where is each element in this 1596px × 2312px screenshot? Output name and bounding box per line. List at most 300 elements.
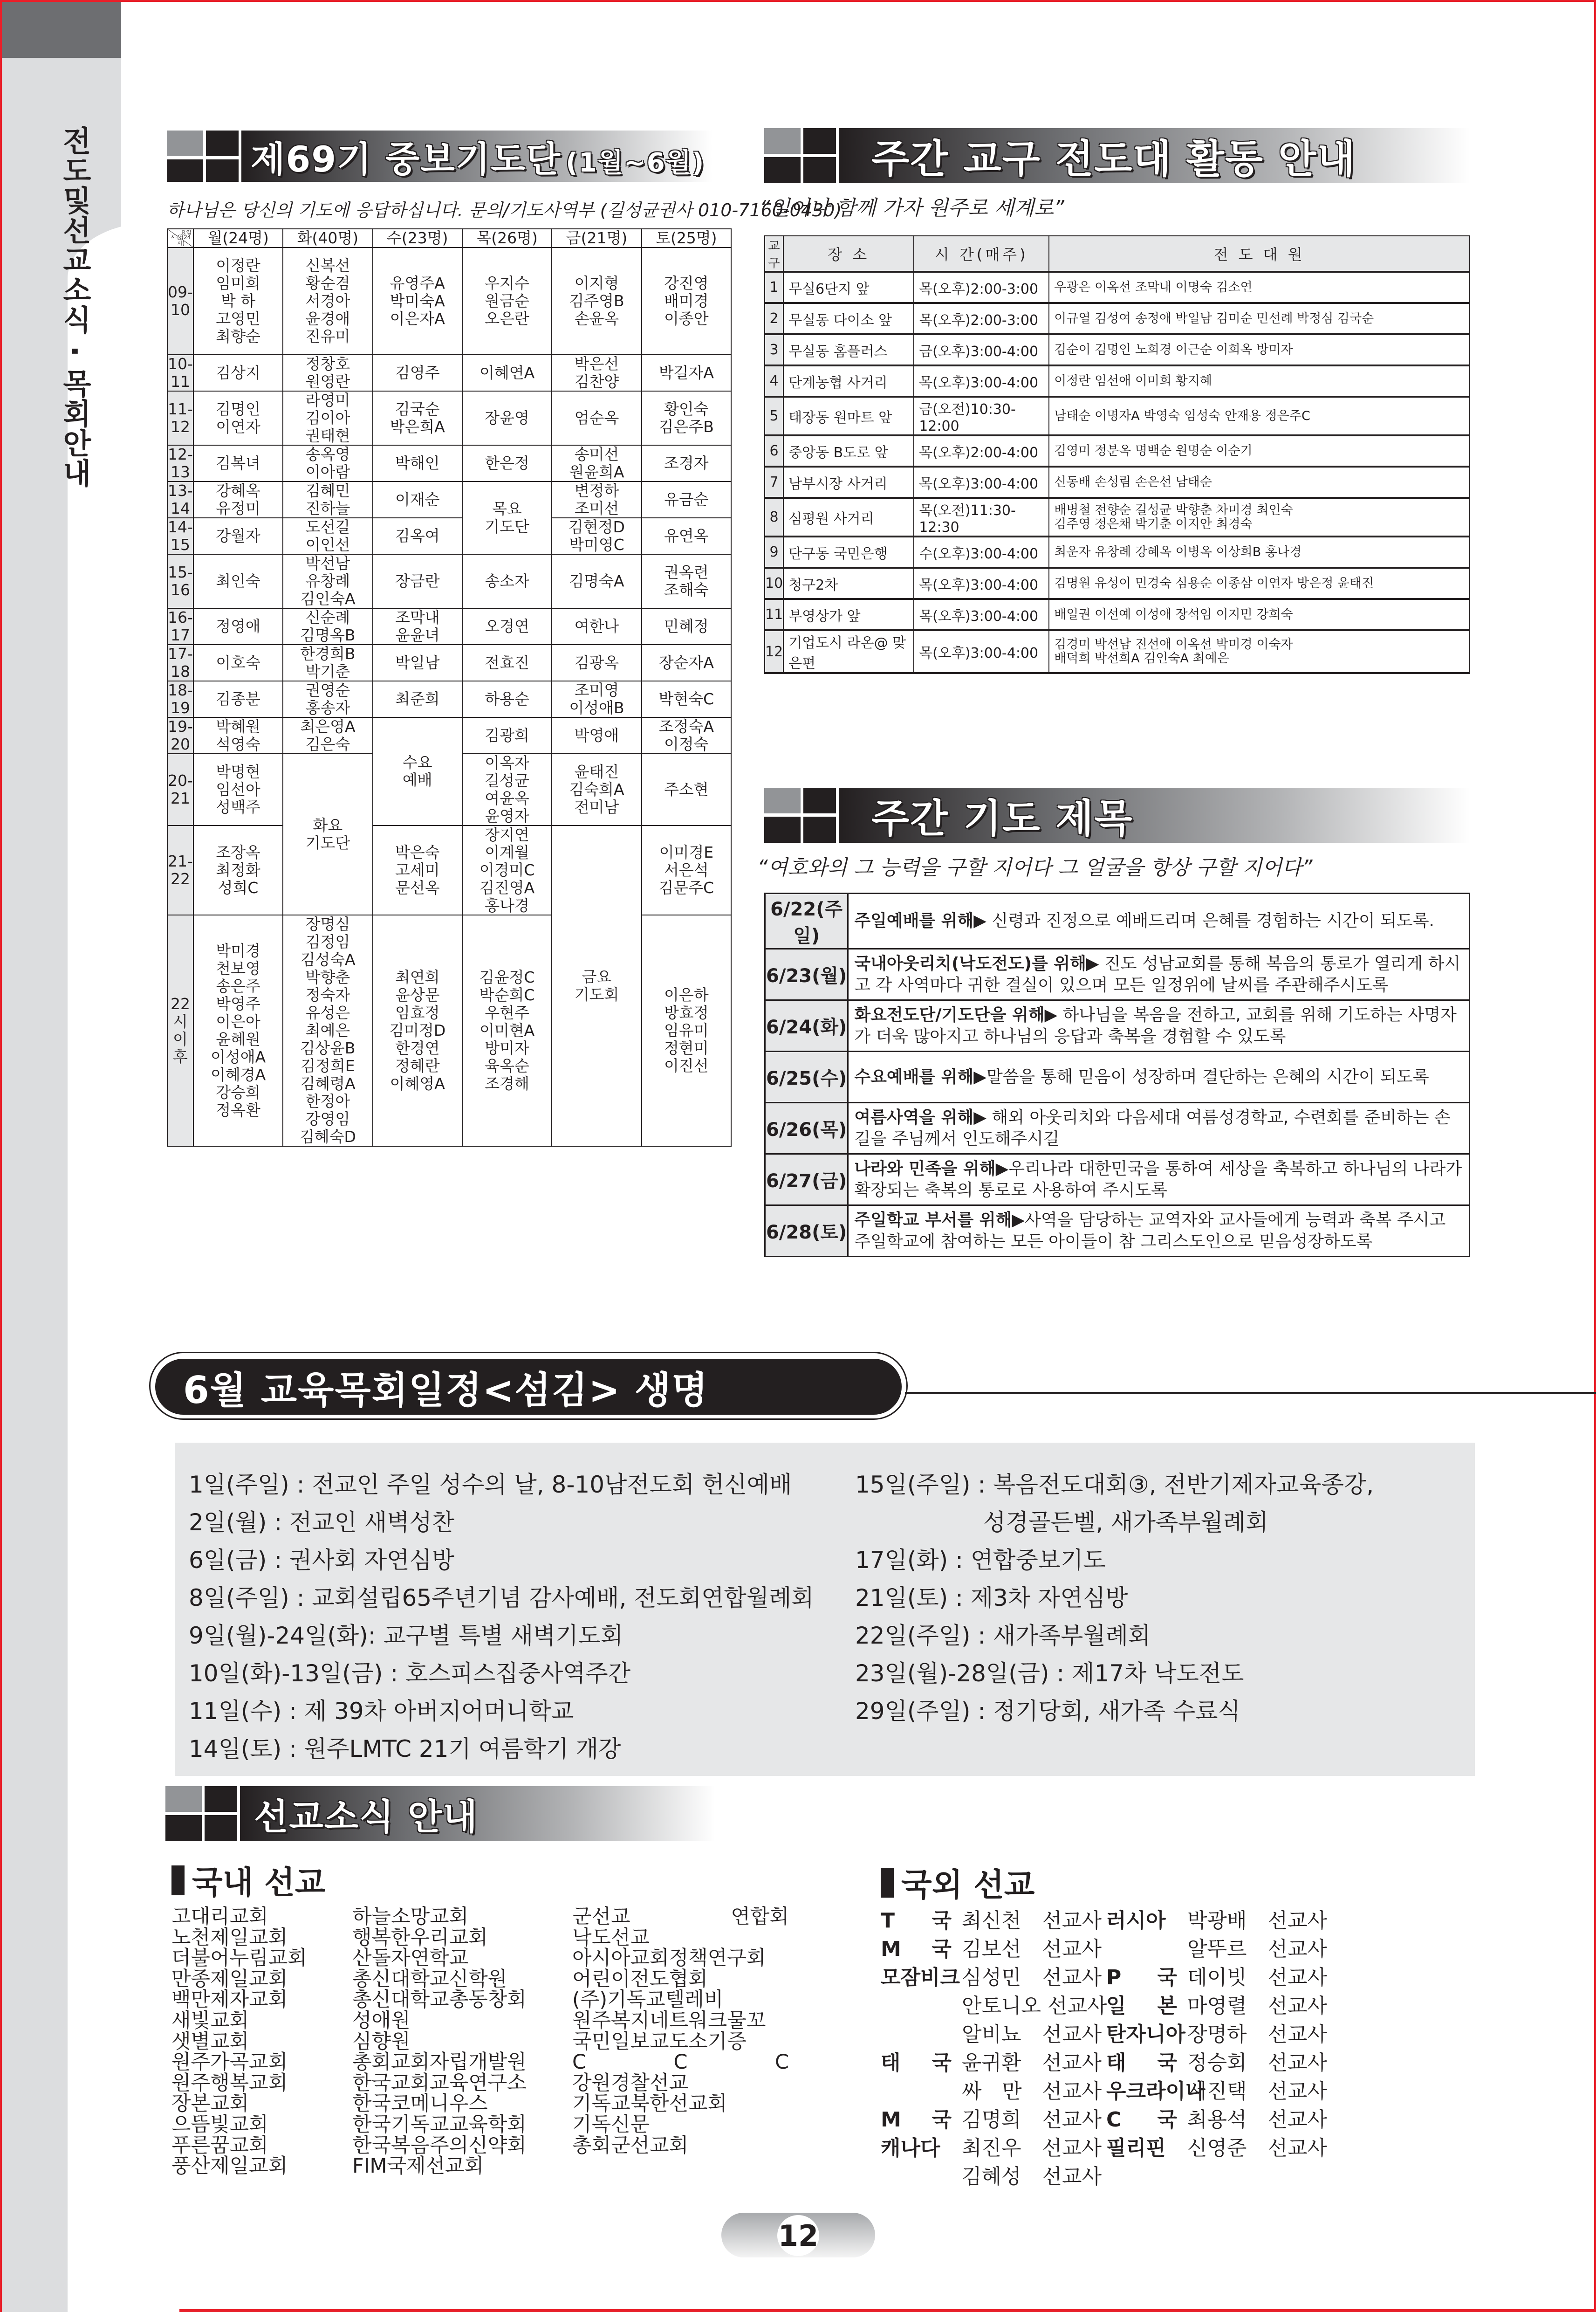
missionary: 최신천 선교사 (962, 1909, 1102, 1933)
member-name: 권영순 (305, 681, 350, 699)
domestic-mission-item: 샛별교회 (171, 2030, 249, 2053)
schedule-item: 22일(주일) : 새가족부월례회 (855, 1622, 1151, 1649)
prayer-cell (283, 645, 372, 681)
member-name: 박향춘 (305, 968, 350, 986)
member-name: 김은숙 (305, 735, 350, 753)
member-name: 장명심 (305, 915, 350, 933)
prayer-cell (193, 518, 283, 554)
member-name: 주소현 (664, 780, 709, 798)
time: 목(오전)11:30-12:30 (914, 498, 1049, 537)
member-name: 김광희 (485, 726, 529, 744)
member-name: 도선길 (305, 518, 350, 536)
section-blocks-icon (165, 1786, 240, 1841)
member-name: 김상윤B (300, 1039, 356, 1057)
member-name: 이혜경A (210, 1066, 266, 1084)
member-name: 강진영 (664, 274, 709, 292)
member-name: 이경미C (479, 861, 535, 879)
prayer-cell (552, 518, 641, 554)
members (1049, 397, 1470, 435)
prayer-topic-heading: 화요전도단/기도단을 위해▶ (854, 1005, 1058, 1025)
prayer-cell (373, 248, 462, 355)
member-name: 박일남 (395, 654, 440, 672)
member-name: 강월자 (216, 527, 260, 545)
member-name: 고영민 (216, 310, 260, 328)
member-name: 임유미 (664, 1021, 709, 1039)
member-name: 유창례 (305, 572, 350, 590)
prayer-cell (552, 355, 641, 391)
prayer-cell (193, 754, 283, 826)
country: 일 본 (1106, 1994, 1177, 2018)
prayer-topic (848, 1052, 1470, 1103)
member-name: 김정희E (301, 1057, 355, 1075)
education-right-column (855, 1466, 1374, 1730)
table-row (167, 248, 731, 355)
table-row (765, 365, 1470, 397)
member-name: 금요 (582, 968, 612, 986)
prayer-topic-heading: 여름사역을 위해▶ (854, 1108, 986, 1127)
table-row (765, 498, 1470, 537)
member-name: 조막내 (395, 608, 440, 626)
district-number: 7 (765, 467, 783, 498)
day-header: 수(23명) (373, 229, 462, 248)
member-name: 윤태진 (574, 763, 619, 781)
member-name: 조미선 (574, 499, 619, 517)
member-name: 임미희 (216, 274, 260, 292)
district-number: 8 (765, 498, 783, 537)
section-blocks-icon (764, 788, 839, 843)
prayer-topic-body: 말씀을 통해 믿음이 성장하며 결단하는 은혜의 시간이 되도록 (986, 1067, 1429, 1087)
members (1049, 537, 1470, 568)
members-line: 우광은 이옥선 조막내 이명숙 김소연 (1054, 280, 1253, 295)
members (1049, 272, 1470, 303)
evangelism-header (764, 128, 1470, 183)
member-name: 우지수 (485, 274, 529, 292)
member-name: 전미남 (574, 798, 619, 816)
time-slot: 10-11 (168, 355, 193, 391)
prayer-cell (642, 445, 731, 482)
member-name: 김영주 (395, 364, 440, 382)
domestic-mission-item: 노천제일교회 (171, 1926, 288, 1949)
domestic-mission-item: 행복한우리교회 (352, 1926, 488, 1949)
member-name: 최준희 (395, 690, 440, 708)
member-name: 이정숙 (664, 735, 709, 753)
member-name: 엄순옥 (574, 409, 619, 427)
place: 무실동 홈플러스 (783, 334, 914, 365)
page-border-top (0, 0, 1596, 2)
missionary: 서진택 선교사 (1187, 2079, 1327, 2103)
prayer-cell (462, 248, 552, 355)
table-row (765, 630, 1470, 673)
members-line: 최운자 유창례 강혜옥 이병옥 이상희B 홍나경 (1054, 544, 1302, 559)
time: 목(오후)3:00-4:00 (914, 467, 1049, 498)
schedule-item: 10일(화)-13일(금) : 호스피스집중사역주간 (189, 1660, 631, 1687)
education-title: 6월 교육목회일정<섬김> 생명 (183, 1368, 709, 1412)
prayer-cell (642, 518, 731, 554)
time: 금(오후)3:00-4:00 (914, 334, 1049, 365)
member-name: 원영란 (305, 372, 350, 391)
prayer-cell (193, 826, 283, 915)
prayer-date: 6/23(월) (765, 949, 848, 1000)
page-number-badge (721, 2213, 875, 2257)
time: 목(오후)3:00-4:00 (914, 568, 1049, 599)
prayer-cell (373, 554, 462, 608)
member-name: 강승희 (216, 1083, 260, 1101)
missions-header (165, 1786, 715, 1841)
col-header-time: 시 간(매주) (914, 236, 1049, 272)
table-row (765, 435, 1470, 467)
member-name: 민혜정 (664, 617, 709, 635)
missionary: 알비뇨 선교사 (962, 2023, 1102, 2046)
country (881, 2077, 952, 2106)
missionary: 신영준 선교사 (1187, 2136, 1327, 2160)
member-name: 한정아 (305, 1092, 350, 1110)
day-header: 월(24명) (193, 229, 283, 248)
table-row (765, 537, 1470, 568)
prayer-cell (193, 391, 283, 445)
prayer-cell (373, 681, 462, 717)
prayer-cell (193, 482, 283, 518)
member-name: 기도단 (305, 834, 350, 852)
prayer-topic (848, 1000, 1470, 1052)
member-name: 조미영 (574, 681, 619, 699)
prayer-cell (373, 518, 462, 554)
prayer-cell (283, 391, 372, 445)
member-name: 이혜연A (479, 364, 535, 382)
member-name: 이재순 (395, 490, 440, 509)
district-number: 2 (765, 303, 783, 334)
missionary (1187, 2162, 1327, 2191)
district-number: 9 (765, 537, 783, 568)
place: 청구2차 (783, 568, 914, 599)
domestic-mission-item: 한국기독교교육학회 (352, 2112, 527, 2136)
prayer-cell (373, 826, 462, 915)
member-name: 조장옥 (216, 843, 260, 861)
prayer-topic-row (765, 894, 1470, 949)
country: P 국 (1106, 1966, 1177, 1989)
country (881, 1992, 952, 2020)
member-name: 여한나 (574, 617, 619, 635)
member-name: 성백주 (216, 798, 260, 816)
member-name: 이종안 (664, 310, 709, 328)
member-name: 이혜영A (390, 1074, 445, 1093)
schedule-item: 29일(주일) : 정기당회, 새가족 수료식 (855, 1698, 1240, 1725)
prayer-cell (283, 717, 372, 754)
place: 태장동 원마트 앞 (783, 397, 914, 435)
member-name: 황인숙 (664, 400, 709, 418)
prayer-cell (462, 445, 552, 482)
domestic-mission-item: 만종제일교회 (171, 1967, 288, 1991)
member-name: 박혜원 (216, 717, 260, 736)
country: 캐나다 (881, 2136, 940, 2160)
missionary: 싸 만 선교사 (962, 2079, 1102, 2103)
member-name: 유영주A (390, 274, 445, 292)
prayer-cell (462, 826, 552, 915)
member-name: 윤상문 (395, 986, 440, 1004)
weekly-prayer-subtitle: “여호와의 그 능력을 구할 지어다 그 얼굴을 항상 구할 지어다” (757, 856, 1313, 880)
prayer-cell (552, 554, 641, 608)
members-line: 김순이 김명인 노희경 이근순 이희옥 방미자 (1054, 342, 1293, 357)
place: 심평원 사거리 (783, 498, 914, 537)
prayer-cell (552, 391, 641, 445)
member-name: 유연옥 (664, 527, 709, 545)
member-name: 홍송자 (305, 699, 350, 717)
prayer-cell (462, 391, 552, 445)
missionary: 박광배 선교사 (1187, 1909, 1327, 1933)
missions-title: 선교소식 안내 (254, 1796, 478, 1837)
member-name: 한은정 (485, 454, 529, 472)
missionary: 윤귀환 선교사 (962, 2051, 1102, 2075)
table-corner: 요일 시간(24시) (167, 229, 193, 248)
members (1049, 599, 1470, 630)
col-header-place: 장 소 (783, 236, 914, 272)
member-name: 박명현 (216, 763, 260, 781)
member-name: 육옥순 (485, 1057, 529, 1075)
member-name: 박순희C (479, 986, 535, 1004)
side-tab-dark-block (2, 2, 121, 58)
member-name: 이은하 (664, 986, 709, 1004)
member-name: 장윤영 (485, 409, 529, 427)
member-name: 이성애A (210, 1048, 266, 1066)
members (1049, 435, 1470, 467)
member-name: 김현정D (568, 518, 625, 536)
district-number: 11 (765, 599, 783, 630)
prayer-topic-body: 신령과 진정으로 예배드리며 은혜를 경험하는 시간이 되도록. (986, 911, 1434, 930)
member-name: 천보영 (216, 959, 260, 977)
member-name: 김문주C (658, 879, 714, 897)
time-slot: 11-12 (167, 391, 193, 445)
schedule-item: 성경골든벨, 새가족부월례회 (983, 1509, 1268, 1536)
country (881, 2162, 952, 2191)
member-name: 이성애B (569, 699, 624, 717)
prayer-cell (552, 826, 641, 1146)
prayer-cell (373, 608, 462, 645)
place: 남부시장 사거리 (783, 467, 914, 498)
member-name: 장지연 (485, 826, 529, 844)
members-line: 배일권 이선예 이성애 장석임 이지민 강희숙 (1054, 607, 1293, 622)
member-name: 김광옥 (574, 654, 619, 672)
prayer-cell (283, 445, 372, 482)
country: M 국 (881, 2108, 952, 2132)
member-name: 오은란 (485, 310, 529, 328)
place: 부영상가 앞 (783, 599, 914, 630)
members-line: 김경미 박선남 진선애 이옥선 박미경 이숙자 (1054, 637, 1293, 652)
domestic-mission-item: 장본교회 (171, 2092, 249, 2116)
prayer-cell (642, 554, 731, 608)
education-title-pill (149, 1352, 908, 1420)
domestic-mission-item: 군선교 연합회 (572, 1905, 789, 1928)
prayer-cell (642, 645, 731, 681)
place: 중앙동 B도로 앞 (783, 435, 914, 467)
member-name: 송옥영 (305, 445, 350, 463)
table-row (765, 397, 1470, 435)
member-name: 라영미 (305, 391, 350, 409)
member-name: 조정숙A (658, 717, 714, 736)
square-bullet-icon (171, 1865, 185, 1895)
member-name: 유정미 (216, 499, 260, 517)
prayer-cell (642, 717, 731, 754)
domestic-mission-item: 고대리교회 (171, 1905, 268, 1928)
domestic-mission-item: 총회교회자립개발원 (352, 2051, 527, 2074)
member-name: 김혜령A (300, 1074, 356, 1093)
time: 목(오후)3:00-4:00 (914, 630, 1049, 673)
time: 수(오후)3:00-4:00 (914, 537, 1049, 568)
prayer-cell (642, 391, 731, 445)
member-name: 임효정 (395, 1004, 440, 1022)
time-slot: 22시 이후 (167, 915, 193, 1146)
member-name: 이은자A (390, 310, 445, 328)
day-header: 화(40명) (283, 229, 372, 248)
weekly-prayer-table (764, 893, 1470, 1257)
prayer-cell (462, 717, 552, 754)
member-name: 황순겸 (305, 274, 350, 292)
domestic-mission-item: 기독신문 (572, 2112, 650, 2136)
prayer-topic-row (765, 949, 1470, 1000)
member-name: 손윤옥 (574, 310, 619, 328)
member-name: 정숙자 (305, 986, 350, 1004)
prayer-cell (283, 754, 372, 915)
domestic-mission-item: 성애원 (352, 2009, 411, 2032)
schedule-item: 21일(토) : 제3차 자연심방 (855, 1584, 1128, 1611)
member-name: 화요 (313, 816, 343, 834)
prayer-date: 6/22(주일) (765, 894, 848, 949)
prayer-cell (373, 645, 462, 681)
member-name: 유성은 (305, 1004, 350, 1022)
member-name: 조경해 (485, 1074, 529, 1093)
members (1049, 467, 1470, 498)
missionary: 마영렬 선교사 (1187, 1994, 1327, 2018)
member-name: 박해인 (395, 454, 440, 472)
member-name: 박영주 (216, 995, 260, 1013)
prayer-topic-row (765, 1000, 1470, 1052)
domestic-mission-item: 풍산제일교회 (171, 2154, 288, 2178)
member-name: 윤영자 (485, 807, 529, 825)
time: 목(오후)2:00-4:00 (914, 435, 1049, 467)
member-name: 수요 (402, 753, 432, 771)
member-name: 이아람 (305, 463, 350, 481)
table-row (167, 355, 731, 391)
prayer-cell (373, 445, 462, 482)
domestic-mission-item: 총신대학교신학원 (352, 1967, 507, 1991)
prayer-cell (642, 826, 731, 915)
place: 무실6단지 앞 (783, 272, 914, 303)
prayer-cell (373, 717, 462, 826)
time-slot: 20-21 (167, 754, 193, 826)
member-name: 이진선 (664, 1057, 709, 1075)
member-name: 성희C (218, 879, 259, 897)
member-name: 박길자A (658, 364, 714, 382)
domestic-mission-item: 원주가곡교회 (171, 2051, 288, 2074)
prayer-topic-body: 사역을 담당하는 교역자와 교사들에게 능력과 축복 주시고 주일학교에 참여하는 모든 아이들이 참 그리스도인으로 믿음성장하도록 (854, 1210, 1446, 1251)
members (1049, 630, 1470, 673)
member-name: 이미현A (479, 1021, 535, 1039)
prayer-cell (283, 915, 372, 1146)
member-name: 여윤옥 (485, 789, 529, 807)
member-name: 서은석 (664, 861, 709, 879)
prayer-cell (462, 608, 552, 645)
members-line: 김영미 정분옥 명백순 원명순 이순기 (1054, 443, 1253, 458)
schedule-item: 8일(주일) : 교회설립65주년기념 감사예배, 전도회연합월례회 (189, 1584, 814, 1611)
members-line: 배병철 전향순 길성균 박향춘 차미경 최인숙 (1054, 502, 1293, 517)
member-name: 김명숙A (569, 572, 624, 590)
prayer-cell (552, 717, 641, 754)
overseas-mission-row (881, 1935, 1327, 1963)
member-name: 원금순 (485, 292, 529, 310)
table-row (765, 334, 1470, 365)
missionary: 정승회 선교사 (1187, 2051, 1327, 2075)
table-row (765, 272, 1470, 303)
prayer-topic-body: 해외 아웃리치와 다음세대 여름성경학교, 수련회를 준비하는 손길을 주님께서 인도해주시길 (854, 1108, 1451, 1149)
domestic-mission-item: 하늘소망교회 (352, 1905, 469, 1928)
member-name: 권태현 (305, 427, 350, 445)
member-name: 최정화 (216, 861, 260, 879)
missionary: 심성민 선교사 (962, 1966, 1102, 1989)
prayer-topic-heading: 주일예배를 위해▶ (854, 911, 986, 930)
prayer-team-subtitle: 하나님은 당신의 기도에 응답하십니다. 문의/기도사역부 (길성균권사 010-7160-0430) (167, 200, 842, 220)
day-header: 토(25명) (642, 229, 731, 248)
country: M 국 (881, 1937, 952, 1961)
member-name: 강혜옥 (216, 482, 260, 500)
country (1106, 1935, 1177, 1963)
col-header-district: 교구 (765, 236, 783, 272)
overseas-mission-row (881, 1963, 1327, 1992)
missionary: 김명희 선교사 (962, 2108, 1102, 2132)
member-name: 한경희B (300, 645, 356, 663)
member-name: 김숙희A (569, 780, 624, 798)
prayer-schedule-table (167, 228, 732, 1147)
members (1049, 568, 1470, 599)
place: 기업도시 라온@ 맞은편 (783, 630, 914, 673)
schedule-item: 6일(금) : 권사회 자연심방 (189, 1547, 455, 1574)
member-name: 신순례 (305, 608, 350, 626)
member-name: 방효정 (664, 1004, 709, 1022)
prayer-topic-row (765, 1154, 1470, 1205)
day-header: 금(21명) (552, 229, 641, 248)
time-slot: 17-18 (168, 645, 193, 681)
overseas-mission-row (881, 2162, 1327, 2191)
prayer-cell (462, 915, 552, 1146)
prayer-topic-heading: 주일학교 부서를 위해▶ (854, 1210, 1025, 1230)
member-name: 오경연 (485, 617, 529, 635)
domestic-mission-item: 어린이전도협회 (572, 1967, 708, 1991)
prayer-date: 6/26(목) (765, 1103, 848, 1154)
time-slot: 14-15 (168, 518, 193, 554)
prayer-cell (642, 915, 731, 1146)
member-name: 정창호 (305, 355, 350, 373)
domestic-mission-item: 원주복지네트워크물꼬 (572, 2009, 766, 2032)
schedule-item: 9일(월)-24일(화): 교구별 특별 새벽기도회 (189, 1622, 623, 1649)
overseas-mission-row (881, 2020, 1327, 2049)
time-slot: 18-19 (168, 681, 193, 717)
member-name: 정옥환 (216, 1101, 260, 1119)
prayer-cell (462, 554, 552, 608)
member-name: 권옥련 (664, 563, 709, 581)
prayer-cell (642, 248, 731, 355)
time-slot: 12-13 (168, 445, 193, 481)
schedule-item: 2일(월) : 전교인 새벽성찬 (189, 1509, 455, 1536)
member-name: 임선아 (216, 780, 260, 798)
weekly-prayer-header (764, 788, 1470, 843)
time: 목(오후)2:00-3:00 (914, 303, 1049, 334)
prayer-cell (193, 248, 283, 355)
member-name: 김은주B (658, 418, 714, 436)
members (1049, 303, 1470, 334)
education-left-column (189, 1466, 814, 1768)
domestic-mission-item: 심향원 (352, 2030, 411, 2053)
prayer-cell (283, 518, 372, 554)
member-name: 김미정D (389, 1021, 446, 1039)
member-name: 윤경애 (305, 310, 350, 328)
member-name: 최예은 (305, 1021, 350, 1039)
